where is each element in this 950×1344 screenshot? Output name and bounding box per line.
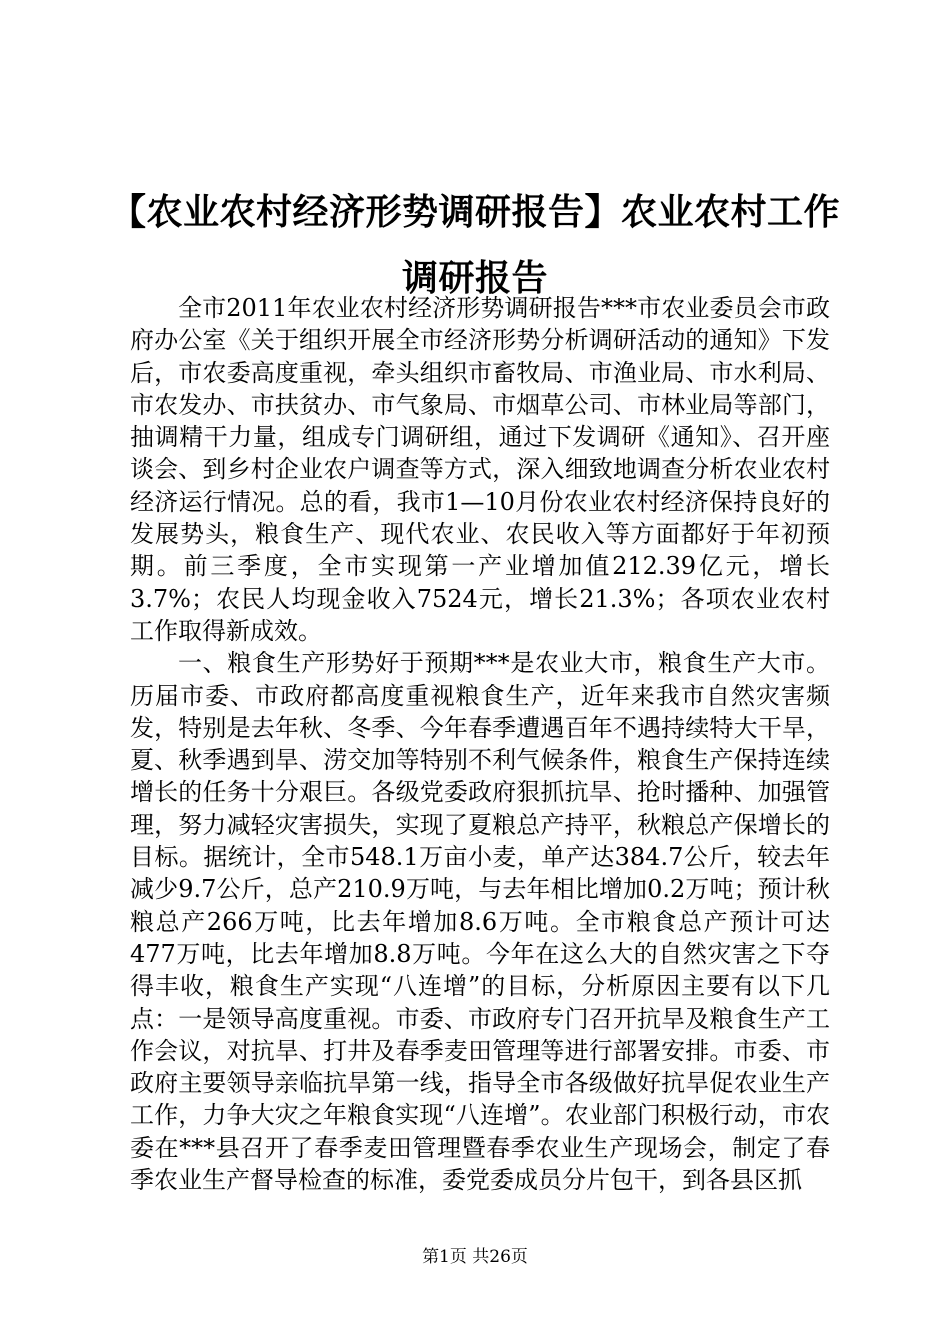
paragraph-intro: 全市2011年农业农村经济形势调研报告***市农业委员会市政府办公室《关于组织开展全市经济形势分析调研活动的通知》下发后，市农委高度重视，牵头组织市畜牧局、市渔业局、市水利局、市农发办、市扶贫办、市气象局、市烟草公司、市林业局等部门，抽调精干力量，组成专门调研组，通过下发调研《通知》、召开座谈会、到乡村企业农户调查等方式，深入细致地调查分析农业农村经济运行情况。总的看，我市1—10月份农业农村经济保持良好的发展势头，粮食生产、现代农业、农民收入等方面都好于年初预期。前三季度，全市实现第一产业增加值212.39亿元，增长3.7%；农民人均现金收入7524元，增长21.3%；各项农业农村工作取得新成效。 <box>130 294 830 645</box>
paragraph-grain-production: 一、粮食生产形势好于预期***是农业大市，粮食生产大市。历届市委、市政府都高度重视粮食生产，近年来我市自然灾害频发，特别是去年秋、冬季、今年春季遭遇百年不遇持续特大干旱，夏、秋季遇到旱、涝交加等特别不利气候条件，粮食生产保持连续增长的任务十分艰巨。各级党委政府狠抓抗旱、抢时播种、加强管理，努力减轻灾害损失，实现了夏粮总产持平，秋粮总产保增长的目标。据统计，全市548.1万亩小麦，单产达384.7公斤，较去年减少9.7公斤，总产210.9万吨，与去年相比增加0.2万吨；预计秋粮总产266万吨，比去年增加8.6万吨。全市粮食总产预计可达477万吨，比去年增加8.8万吨。今年在这么大的自然灾害之下夺得丰收，粮食生产实现“八连增”的目标，分析原因主要有以下几点：一是领导高度重视。市委、市政府专门召开抗旱及粮食生产工作会议，对抗旱、打井及春季麦田管理等进行部署安排。市委、市政府主要领导亲临抗旱第一线，指导全市各级做好抗旱促农业生产工作，力争大灾之年粮食实现“八连增”。农业部门积极行动，市农委在***县召开了春季麦田管理暨春季农业生产现场会，制定了春季农业生产督导检查的标准，委党委成员分片包干，到各县区抓 <box>130 649 830 1195</box>
document-body <box>130 292 830 1196</box>
document-title: 【农业农村经济形势调研报告】农业农村工作调研报告 <box>109 192 840 299</box>
page-footer: 第1页 共26页 <box>422 1247 528 1267</box>
